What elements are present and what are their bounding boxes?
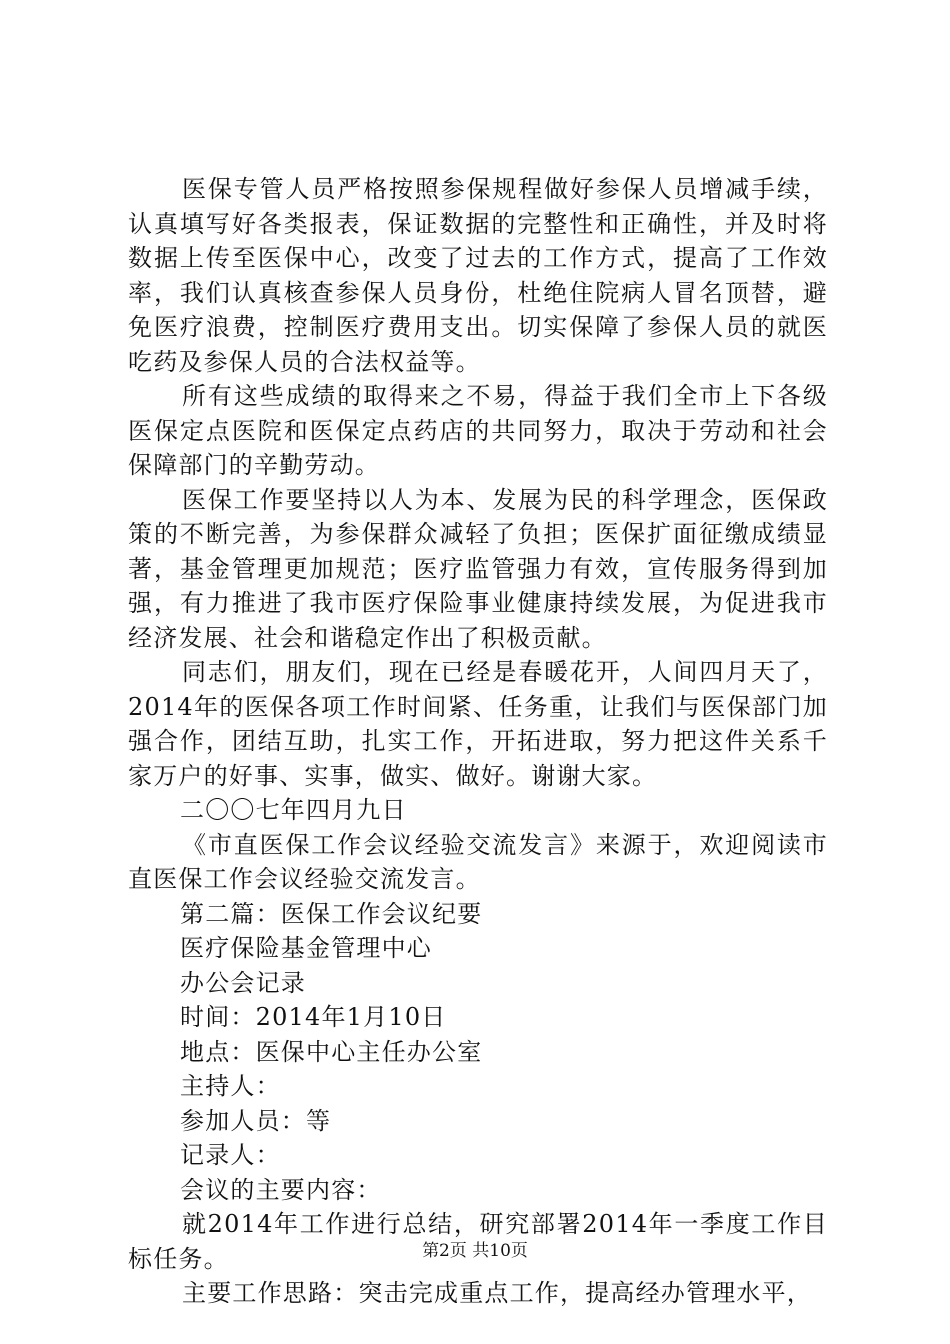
meeting-recorder: 记录人：	[180, 1141, 281, 1169]
org-name: 医疗保险基金管理中心	[180, 934, 432, 962]
paragraph-insurance-staff: 医保专管人员严格按照参保规程做好参保人员增减手续，认真填写好各类报表，保证数据的完整性和正确性，并及时将数据上传至医保中心，改变了过去的工作方式，提高了工作效率，我们认真核查参保人员身份，杜绝住院病人冒名顶替，避免医疗浪费，控制医疗费用支出。切实保障了参保人员的就医吃药及参保人员的合法权益等。	[128, 175, 828, 376]
section-title: 第二篇：医保工作会议纪要	[180, 899, 483, 928]
source-note: 《市直医保工作会议经验交流发言》来源于，欢迎阅读市直医保工作会议经验交流发言。	[128, 830, 828, 893]
date-line: 二〇〇七年四月九日	[180, 796, 407, 824]
paragraph-closing: 同志们，朋友们，现在已经是春暖花开，人间四月天了，2014年的医保各项工作时间紧、任务重，让我们与医保部门加强合作，团结互助，扎实工作，开拓进取，努力把这件关系千家万户的好事、实事，做实、做好。谢谢大家。	[128, 658, 828, 790]
meeting-time: 时间：2014年1月10日	[180, 1003, 447, 1031]
summary-paragraph: 就2014年工作进行总结，研究部署2014年一季度工作目标任务。	[128, 1210, 828, 1273]
page-footer: 第2页 共10页	[422, 1241, 528, 1261]
document-body	[128, 172, 828, 1311]
paragraph-achievements: 所有这些成绩的取得来之不易，得益于我们全市上下各级医保定点医院和医保定点药店的共同努力，取决于劳动和社会保障部门的辛勤劳动。	[128, 382, 828, 479]
meeting-host: 主持人：	[180, 1072, 281, 1100]
meeting-attendees: 参加人员：等	[180, 1106, 332, 1135]
meeting-place: 地点：医保中心主任办公室	[180, 1037, 483, 1066]
meeting-content-label: 会议的主要内容：	[180, 1175, 382, 1204]
paragraph-principles: 医保工作要坚持以人为本、发展为民的科学理念，医保政策的不断完善，为参保群众减轻了负担；医保扩面征缴成绩显著，基金管理更加规范；医疗监管强力有效，宣传服务得到加强，有力推进了我市医疗保险事业健康持续发展，为促进我市经济发展、社会和谐稳定作出了积极贡献。	[128, 485, 828, 652]
record-title: 办公会记录	[180, 968, 306, 997]
ideas-paragraph: 主要工作思路：突击完成重点工作，提高经办管理水平，	[182, 1279, 812, 1307]
